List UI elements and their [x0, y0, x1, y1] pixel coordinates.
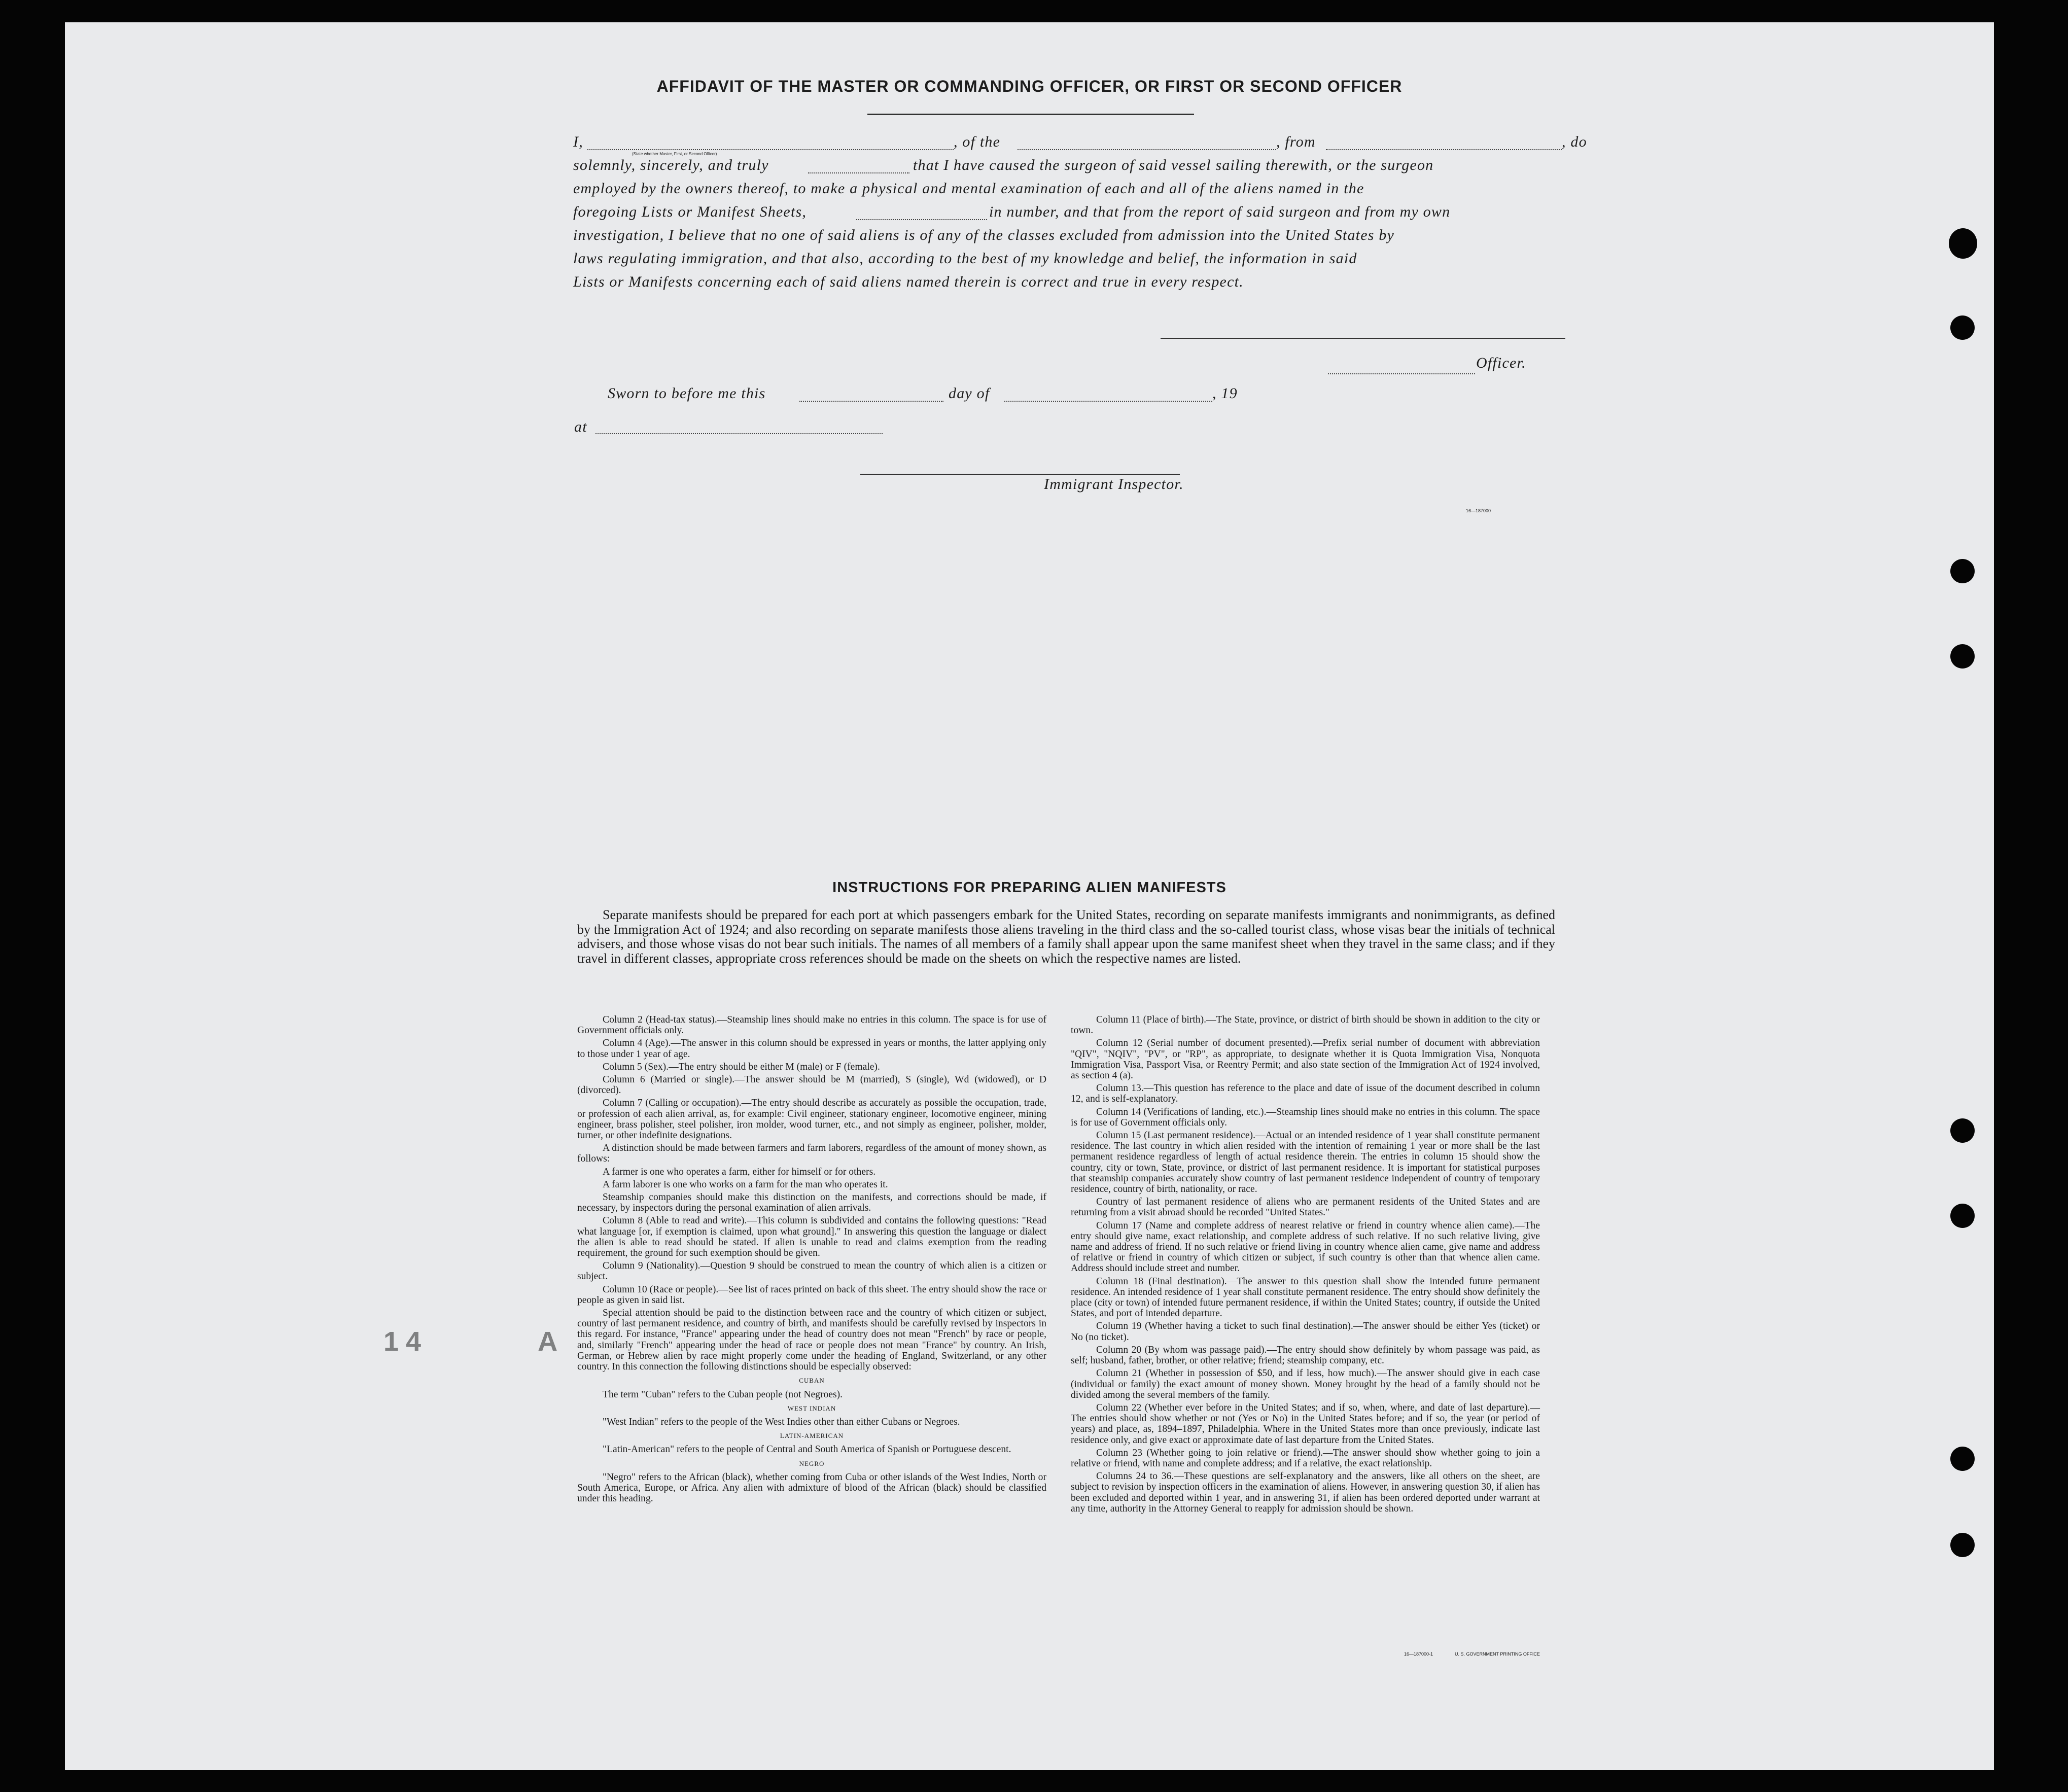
instr-col-22: Column 22 (Whether ever before in the United States; and if so, when, where, and date of last departure).—The entries should show whether or not (Yes or No) in the United States before; and if so, the year (or period of years) and place, as, 1894–1897, Philadelphia. Where in the United States more than once previously, indicate last residence only, and give exact or approximate date of last departure from the United States. [1071, 1402, 1540, 1446]
punch-hole [1950, 315, 1975, 340]
instr-cuban: The term "Cuban" refers to the Cuban people (not Negroes). [603, 1389, 843, 1400]
instr-col-10: Column 10 (Race or people).—See list of races printed on back of this sheet. The entry should show the race or people as given in said list. [577, 1284, 1046, 1306]
affidavit-line-5: investigation, I believe that no one of said aliens is of any of the classes excluded from admission into the United States by [573, 227, 1395, 243]
form-number: 16—187000 [1466, 508, 1491, 513]
sworn-month-field[interactable] [1004, 389, 1212, 402]
affidavit-line-6: laws regulating immigration, and that also, according to the best of my knowledge and belief, the information in said [573, 250, 1357, 267]
instr-us-residents: Country of last permanent residence of aliens who are permanent residents of the United States and are returning from a visit abroad should be recorded "United States." [1071, 1197, 1540, 1218]
affidavit-i: I, [573, 133, 583, 150]
affidavit-from: , from [1276, 133, 1316, 150]
instr-farm-distinction: A distinction should be made between farmers and farm laborers, regardless of the amount of money shown, as follows: [577, 1143, 1046, 1165]
instructions-right-column [1071, 1014, 1540, 1516]
heading-west-indian: WEST INDIAN [787, 1404, 836, 1412]
officer-label: Officer. [1476, 355, 1526, 371]
sworn-label: Sworn to before me this [608, 385, 766, 402]
punch-hole [1950, 1204, 1975, 1228]
vessel-name-field[interactable] [1018, 136, 1276, 150]
port-from-field[interactable] [1326, 136, 1562, 150]
instr-col-12: Column 12 (Serial number of document presented).—Prefix serial number of document with abbreviation "QIV", "NQIV", "PV", or "RP", as appropriate, to designate whether it is Quota Immigration Visa, Nonquota Immigration Visa, Passport Visa, or Reentry Permit; and also state section of the Immigration Act of 1924 involved, as section 4 (a). [1071, 1038, 1540, 1081]
heading-latin-american: LATIN-AMERICAN [780, 1432, 844, 1440]
sworn-day-field[interactable] [799, 389, 943, 402]
heading-negro: NEGRO [799, 1459, 825, 1467]
stamp-number: 14 [383, 1326, 429, 1357]
instr-col-11: Column 11 (Place of birth).—The State, province, or district of birth should be shown in addition to the city or town. [1071, 1014, 1540, 1036]
affidavit-line-2b: that I have caused the surgeon of said vessel sailing therewith, or the surgeon [913, 157, 1434, 173]
instr-col-13: Column 13.—This question has reference to the place and date of issue of the document described in column 12, and is self-explanatory. [1071, 1083, 1540, 1105]
instr-col-18: Column 18 (Final destination).—The answer to this question shall show the intended future permanent residence. An intended residence of 1 year shall constitute permanent residence. The entry should show definitely the place (city or town) of intended future permanent residence, if within the United States; country, if outside the United States, and port of intended departure. [1071, 1276, 1540, 1319]
at-label: at [574, 418, 587, 435]
punch-hole [1950, 644, 1975, 669]
punch-hole [1950, 1447, 1975, 1471]
instr-race-country: Special attention should be paid to the distinction between race and the country of which citizen or subject, country of last permanent residence, and country of birth, and manifests should be carefully revised by inspectors in this regard. For instance, "France" appearing under the head of country does not mean "French" by race or people, and, similarly "French" appearing under the head of race or people does not mean "France" by country. An Irish, German, or Hebrew alien by race might properly come under the heading of England, Switzerland, or any other country. In this connection the following distinctions should be especially observed: [577, 1308, 1046, 1373]
instr-col-23: Column 23 (Whether going to join relative or friend).—The answer should show whether going to join a relative or friend, with name and complete address; and if a relative, the exact relationship. [1071, 1447, 1540, 1469]
affidavit-of-the: , of the [954, 133, 1001, 150]
instr-col-8: Column 8 (Able to read and write).—This column is subdivided and contains the following questions: "Read what language [or, if exemption is claimed, upon what ground]." In answering this question the language or dialect the alien is able to read should be stated. If alien is unable to read and claims exemption from the reading requirement, the ground for such exemption should be given. [577, 1215, 1046, 1259]
instructions-intro [577, 908, 1555, 966]
sheet-count-field[interactable] [856, 207, 987, 220]
stamp-letter: A [538, 1326, 565, 1357]
officer-rank-field[interactable] [587, 136, 954, 150]
instr-latin-american: "Latin-American" refers to the people of Central and South America of Spanish or Portuguese descent. [603, 1444, 1011, 1455]
faint-stamp [383, 1326, 565, 1357]
document-page [65, 22, 1994, 1770]
affidavit-line-2a: solemnly, sincerely, and truly [573, 157, 769, 173]
instr-col-2: Column 2 (Head-tax status).—Steamship lines should make no entries in this column. The space is for use of Government officials only. [577, 1014, 1046, 1036]
officer-rank-note: (State whether Master, First, or Second Officer) [632, 152, 717, 156]
title-underline [867, 114, 1194, 115]
instr-west-indian: "West Indian" refers to the people of the West Indies other than either Cubans or Negroes. [603, 1416, 960, 1427]
affidavit-line-3: employed by the owners thereof, to make a physical and mental examination of each and all of the aliens named in the [573, 180, 1364, 197]
instr-col-6: Column 6 (Married or single).—The answer should be M (married), S (single), Wd (widowed), or D (divorced). [577, 1074, 1046, 1096]
inspector-label: Immigrant Inspector. [1044, 476, 1184, 493]
officer-title-field[interactable] [1328, 361, 1475, 374]
instr-steamship-distinction: Steamship companies should make this distinction on the manifests, and corrections should be made, if necessary, by inspectors during the personal examination of alien arrivals. [577, 1192, 1046, 1214]
instr-col-9: Column 9 (Nationality).—Question 9 should be construed to mean the country of which alien is a citizen or subject. [577, 1260, 1046, 1282]
instructions-title: INSTRUCTIONS FOR PREPARING ALIEN MANIFESTS [832, 880, 1226, 896]
heading-cuban: CUBAN [799, 1377, 825, 1385]
instr-col-21: Column 21 (Whether in possession of $50, and if less, how much).—The answer should give in each case (individual or family) the exact amount of money shown. Money brought by the head of a family should not be divided among the several members of the family. [1071, 1368, 1540, 1400]
inspector-signature-line[interactable] [860, 474, 1180, 475]
year-label: , 19 [1212, 385, 1238, 402]
instr-col-15: Column 15 (Last permanent residence).—Actual or an intended residence of 1 year shall constitute permanent residence. The last country in which alien resided with the intention of remaining 1 year or more shall be the last permanent residence regardless of length of actual residence therein. The entries in column 15 should show the country, city or town, State, province, or district of last permanent residence. It is important for statistical purposes that steamship companies accurately show country of last permanent residence independent of country of temporary residence, country of birth, nationality, or race. [1071, 1130, 1540, 1195]
punch-hole [1950, 559, 1975, 583]
officer-signature-line[interactable] [1161, 338, 1565, 339]
footer-code: 16—187000-1 [1404, 1652, 1433, 1657]
instr-col-4: Column 4 (Age).—The answer in this column should be expressed in years or months, the latter applying only to those under 1 year of age. [577, 1038, 1046, 1060]
instr-col-19: Column 19 (Whether having a ticket to such final destination).—The answer should be either Yes (ticket) or No (no ticket). [1071, 1321, 1540, 1343]
intro-paragraph: Separate manifests should be prepared for each port at which passengers embark for the United States, recording on separate manifests immigrants and nonimmigrants, as defined by the Immigration Act of 1924; and also recording on separate manifests those aliens traveling in the third class and the so-called tourist class, whose visas bear the initials of technical advisers, and those whose visas do not bear such initials. The names of all members of a family shall appear upon the same manifest sheet when they travel in the same class; and if they travel in different classes, appropriate cross references should be made on the sheets on which the respective names are listed. [577, 907, 1555, 966]
oath-type-field[interactable] [808, 160, 909, 173]
punch-hole [1949, 228, 1977, 259]
instructions-left-column [577, 1014, 1046, 1506]
punch-hole [1950, 1118, 1975, 1143]
affidavit-do: , do [1562, 133, 1587, 150]
affidavit-line-4b: in number, and that from the report of said surgeon and from my own [989, 203, 1451, 220]
instr-col-7: Column 7 (Calling or occupation).—The entry should describe as accurately as possible the occupation, trade, or profession of each alien arrival, as, for example: Civil engineer, stationary engineer, locomotive engineer, mining engineer, brass polisher, steel polisher, iron molder, wood turner, etc., and not simply as engineer, polisher, molder, turner, or other indefinite designations. [577, 1098, 1046, 1141]
instr-farmer: A farmer is one who operates a farm, either for himself or for others. [603, 1166, 876, 1177]
instr-negro: "Negro" refers to the African (black), whether coming from Cuba or other islands of the West Indies, North or South America, Europe, or Africa. Any alien with admixture of blood of the African (black) should be classified under this heading. [577, 1471, 1046, 1504]
instr-farm-laborer: A farm laborer is one who works on a farm for the man who operates it. [603, 1179, 888, 1190]
day-of-label: day of [949, 385, 990, 402]
instr-col-20: Column 20 (By whom was passage paid).—The entry should show definitely by whom passage was paid, as self; husband, father, brother, or other relative; friend; steamship company, etc. [1071, 1344, 1540, 1366]
footer-gpo: U. S. GOVERNMENT PRINTING OFFICE [1455, 1652, 1540, 1657]
instr-col-5: Column 5 (Sex).—The entry should be either M (male) or F (female). [603, 1061, 880, 1072]
instr-col-14: Column 14 (Verifications of landing, etc.).—Steamship lines should make no entries in this column. The space is for use of Government officials only. [1071, 1106, 1540, 1128]
sworn-place-field[interactable] [595, 422, 883, 434]
affidavit-title: AFFIDAVIT OF THE MASTER OR COMMANDING OFFICER, OR FIRST OR SECOND OFFICER [656, 77, 1403, 95]
instr-col-17: Column 17 (Name and complete address of nearest relative or friend in country whence alien came).—The entry should give name, exact relationship, and complete address of such relative. If no such relative living, give name and address of friend. If no such relative or friend living in country whence alien came, give name and address of relative or friend in country of which citizen or subject, if such country is other than that whence alien came. Address should include street and number. [1071, 1220, 1540, 1274]
instr-col-24-36: Columns 24 to 36.—These questions are self-explanatory and the answers, like all others on the sheet, are subject to revision by inspection officers in the examination of aliens. However, in answering question 30, if alien has been excluded and deported within 1 year, and in answering 31, if alien has been ordered deported under warrant at any time, authority in the Attorney General to reapply for admission should be shown. [1071, 1471, 1540, 1514]
affidavit-line-7: Lists or Manifests concerning each of said aliens named therein is correct and true in every respect. [573, 273, 1244, 290]
affidavit-line-4a: foregoing Lists or Manifest Sheets, [573, 203, 807, 220]
punch-hole [1950, 1533, 1975, 1557]
